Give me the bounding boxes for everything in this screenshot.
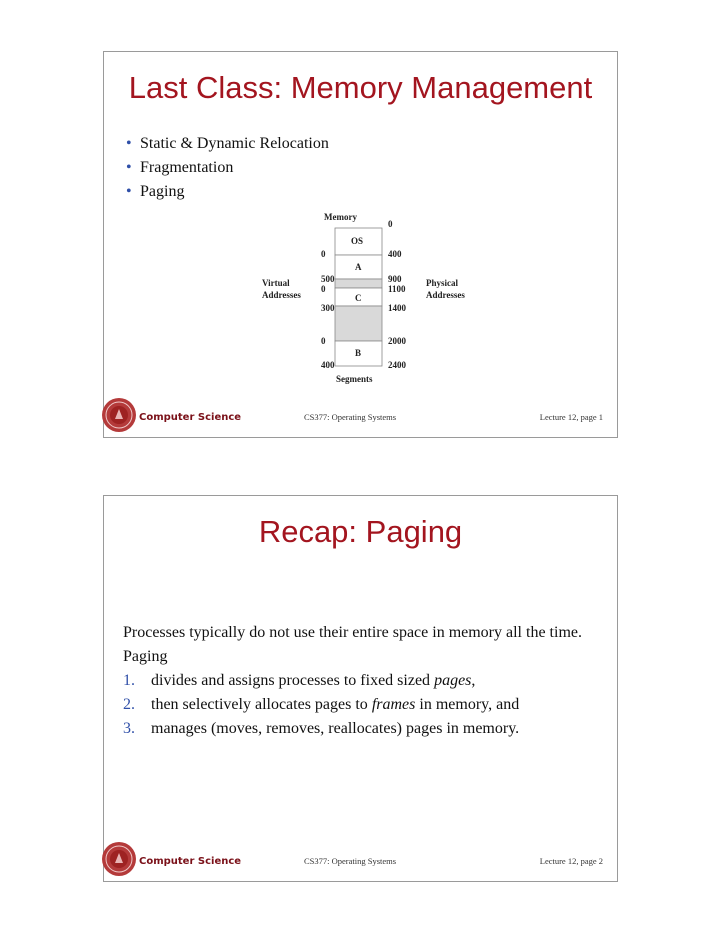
svg-text:B: B	[355, 348, 362, 358]
diagram-title: Memory	[324, 212, 357, 222]
svg-text:2400: 2400	[388, 360, 406, 370]
list-item: 1. divides and assigns processes to fixed sized pages,	[123, 672, 476, 689]
bullet-item: • Fragmentation	[126, 156, 329, 180]
svg-text:OS: OS	[351, 236, 364, 246]
svg-text:0: 0	[388, 219, 393, 229]
svg-text:500: 500	[321, 274, 335, 284]
slide-title: Recap: Paging	[258, 514, 463, 549]
numbered-list	[123, 669, 603, 741]
svg-text:0: 0	[321, 336, 326, 346]
slide-body	[123, 621, 603, 741]
memory-segments-diagram	[254, 210, 484, 395]
slide-title: Last Class: Memory Management	[128, 70, 593, 105]
hole-2	[335, 306, 382, 341]
svg-text:Physical: Physical	[426, 278, 459, 288]
intro-paragraph: Processes typically do not use their entire space in memory all the time.	[123, 624, 582, 641]
page-number: Lecture 12, page 2	[539, 856, 603, 866]
svg-text:Addresses: Addresses	[426, 290, 465, 300]
svg-text:0: 0	[321, 249, 326, 259]
bullet-item: • Static & Dynamic Relocation	[126, 132, 329, 156]
svg-text:900: 900	[388, 274, 402, 284]
bullet-list	[126, 132, 329, 204]
svg-text:300: 300	[321, 303, 335, 313]
svg-text:1400: 1400	[388, 303, 406, 313]
university-seal-icon	[101, 397, 137, 433]
slide-footer	[104, 403, 617, 437]
page-number: Lecture 12, page 1	[539, 412, 603, 422]
slide-footer	[104, 847, 617, 881]
svg-text:400: 400	[388, 249, 402, 259]
list-item: 3. manages (moves, removes, reallocates) pages in memory.	[123, 720, 520, 737]
svg-text:A: A	[355, 262, 362, 272]
bullet-icon: •	[126, 159, 132, 176]
department-label: Computer Science	[139, 856, 242, 867]
university-seal-icon	[101, 841, 137, 877]
bullet-icon: •	[126, 183, 132, 200]
department-label: Computer Science	[139, 412, 242, 423]
hole-1	[335, 279, 382, 288]
list-item: 2. then selectively allocates pages to frames in memory, and	[123, 696, 520, 713]
svg-text:C: C	[355, 293, 362, 303]
svg-text:Virtual: Virtual	[262, 278, 290, 288]
slide-1	[103, 51, 618, 438]
svg-text:400: 400	[321, 360, 335, 370]
course-label: CS377: Operating Systems	[304, 856, 397, 866]
svg-text:Addresses: Addresses	[262, 290, 301, 300]
bullet-icon: •	[126, 135, 132, 152]
diagram-caption: Segments	[336, 374, 373, 384]
slide-2	[103, 495, 618, 882]
course-label: CS377: Operating Systems	[304, 412, 397, 422]
svg-text:1100: 1100	[388, 284, 406, 294]
paging-label: Paging	[123, 648, 168, 665]
svg-text:0: 0	[321, 284, 326, 294]
svg-text:2000: 2000	[388, 336, 406, 346]
bullet-item: • Paging	[126, 180, 329, 204]
